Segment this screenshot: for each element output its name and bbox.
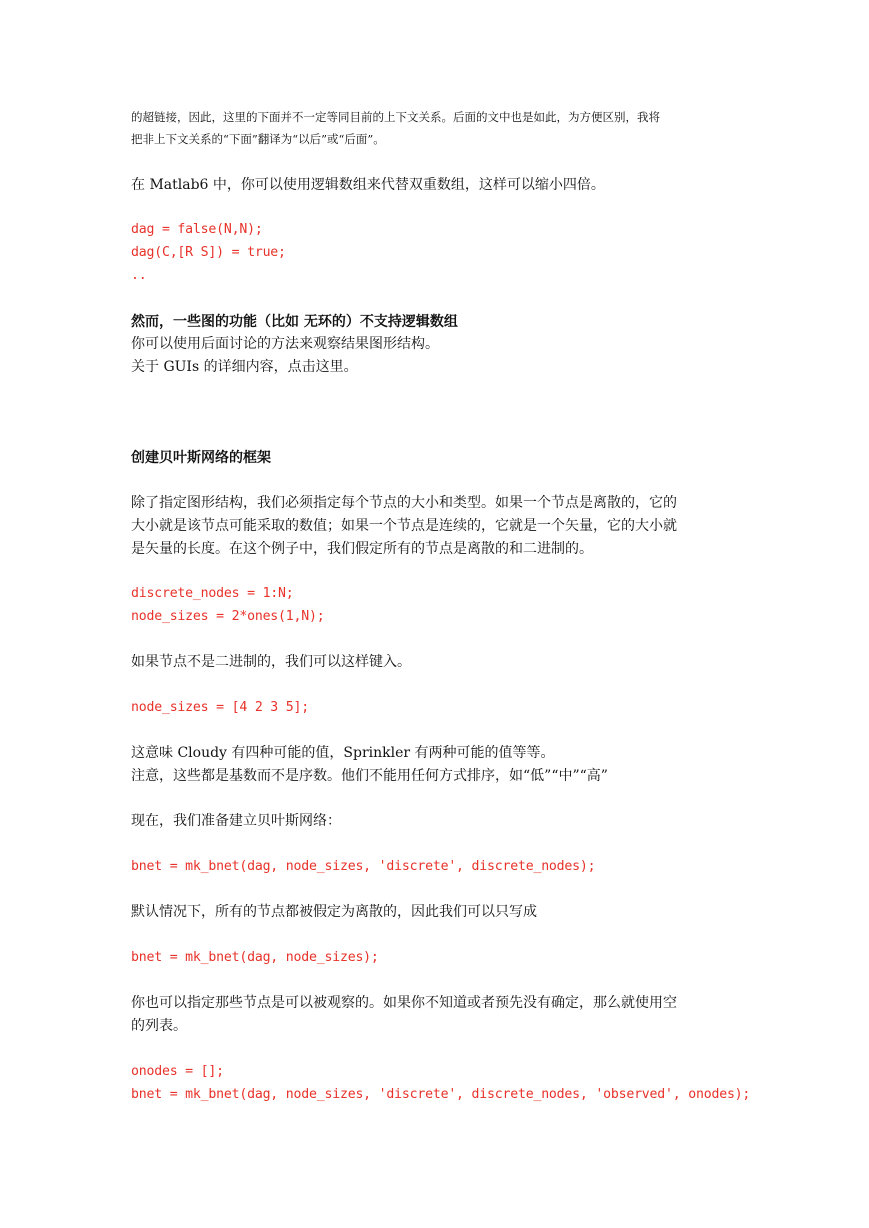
code-line: bnet = mk_bnet(dag, node_sizes); (131, 950, 379, 965)
para-gui: 关于 GUIs 的详细内容，点击这里。 (131, 359, 358, 375)
code-line: discrete_nodes = 1:N; (131, 586, 294, 601)
para-view: 你可以使用后面讨论的方法来观察结果图形结构。 (131, 336, 439, 352)
para-sizes-line-2: 大小就是该节点可能采取的数值；如果一个节点是连续的，它就是一个矢量，它的大小就 (131, 518, 677, 534)
para-meaning-line-1: 这意味 Cloudy 有四种可能的值，Sprinkler 有两种可能的值等等。 (131, 745, 555, 761)
logical-note-bold: 然而，一些图的功能（比如 无环的）不支持逻辑数组 (131, 314, 458, 330)
intro-note-line-1: 的超链接，因此，这里的下面并不一定等同目前的上下文关系。后面的文中也是如此，为方便区别，我将 (131, 110, 660, 124)
intro-note-line-2: 把非上下文关系的“下面”翻译为“以后”或“后面”。 (131, 132, 385, 146)
code-line: bnet = mk_bnet(dag, node_sizes, 'discrete', discrete_nodes, 'observed', onodes); (131, 1087, 751, 1102)
para-sizes-line-3: 是矢量的长度。在这个例子中，我们假定所有的节点是离散的和二进制的。 (131, 541, 593, 557)
code-line: bnet = mk_bnet(dag, node_sizes, 'discrete', discrete_nodes); (131, 859, 596, 874)
para-nonbinary: 如果节点不是二进制的，我们可以这样键入。 (131, 654, 411, 670)
para-observed-line-1: 你也可以指定那些节点是可以被观察的。如果你不知道或者预先没有确定，那么就使用空 (131, 995, 677, 1011)
code-line: onodes = []; (131, 1064, 224, 1079)
para-observed-line-2: 的列表。 (131, 1018, 187, 1034)
para-meaning-line-2: 注意，这些都是基数而不是序数。他们不能用任何方式排序，如“低”“中”“高” (131, 768, 608, 784)
code-line: .. (131, 268, 147, 283)
para-default: 默认情况下，所有的节点都被假定为离散的，因此我们可以只写成 (131, 904, 537, 920)
code-line: node_sizes = [4 2 3 5]; (131, 700, 310, 715)
para-matlab6: 在 Matlab6 中，你可以使用逻辑数组来代替双重数组，这样可以缩小四倍。 (131, 177, 605, 193)
para-now: 现在，我们准备建立贝叶斯网络： (131, 813, 341, 829)
section-title: 创建贝叶斯网络的框架 (131, 450, 271, 466)
para-sizes-line-1: 除了指定图形结构，我们必须指定每个节点的大小和类型。如果一个节点是离散的，它的 (131, 495, 677, 511)
code-line: node_sizes = 2*ones(1,N); (131, 609, 325, 624)
code-line: dag(C,[R S]) = true; (131, 245, 286, 260)
code-line: dag = false(N,N); (131, 222, 263, 237)
